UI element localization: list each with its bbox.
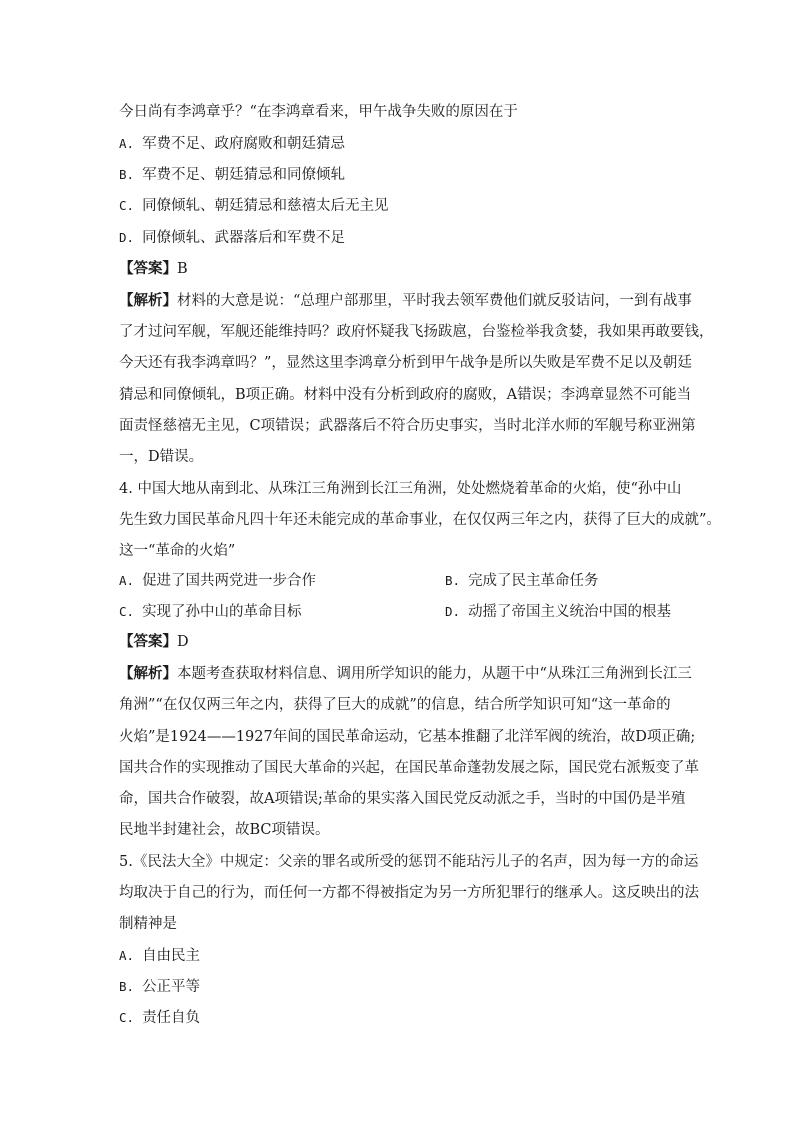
q3-option-a: A. 军费不足、政府腐败和朝廷猜忌 [119, 136, 346, 152]
q4-analysis-line: 火焰”是1924——1927年间的国民革命运动，它基本推翻了北洋军阀的统治，故D项正确; [119, 729, 696, 745]
q4-analysis-line: 角洲”“在仅仅两三年之内，获得了巨大的成就”的信息，结合所学知识可知“这一革命的 [119, 697, 671, 713]
q4-analysis-line: 民地半封建社会，故BC项错误。 [119, 822, 330, 838]
q3-stem: 今日尚有李鸿章乎？“在李鸿章看来，甲午战争失败的原因在于 [119, 104, 518, 120]
q4-option-b: B. 完成了民主革命任务 [445, 573, 599, 589]
q5-stem-line: 均取决于自己的行为，而任何一方都不得被指定为另一方所犯罪行的继承人。这反映出的法 [119, 885, 699, 901]
q3-answer: 【答案】B [119, 260, 188, 277]
q3-option-d: D. 同僚倾轧、武器落后和军费不足 [119, 230, 346, 246]
q4-stem-line: 先生致力国民革命凡四十年还未能完成的革命事业，在仅仅两三年之内，获得了巨大的成就”。 [119, 512, 721, 528]
q4-analysis-line: 【解析】本题考查获取材料信息、调用所学知识的能力，从题干中“从珠江三角洲到长江三 [119, 665, 692, 682]
q4-analysis-line: 国共合作的实现推动了国民大革命的兴起，在国民革命蓬勃发展之际，国民党右派叛变了革 [119, 760, 699, 776]
q3-analysis-line: 猜忌和同僚倾轧，B项正确。材料中没有分析到政府的腐败，A错误；李鸿章显然不可能当 [119, 387, 692, 403]
q4-option-c: C. 实现了孙中山的革命目标 [119, 604, 302, 620]
q5-stem-line: 制精神是 [119, 916, 177, 932]
q4-option-a: A. 促进了国共两党进一步合作 [119, 573, 317, 589]
q4-stem-line: 这一“革命的火焰” [119, 543, 236, 559]
q3-analysis-line: 一，D错误。 [119, 449, 204, 465]
q3-analysis-line: 【解析】材料的大意是说：“总理户部那里，平时我去领军费他们就反驳诘问，一到有战事 [119, 292, 692, 309]
q4-answer: 【答案】D [119, 633, 189, 650]
q3-option-b: B. 军费不足、朝廷猜忌和同僚倾轧 [119, 167, 346, 183]
q3-option-c: C. 同僚倾轧、朝廷猜忌和慈禧太后无主见 [119, 198, 389, 214]
q5-option-b: B. 公正平等 [119, 979, 201, 995]
q5-option-a: A. 自由民主 [119, 948, 201, 964]
q3-analysis-line: 今天还有我李鸿章吗？”，显然这里李鸿章分析到甲午战争是所以失败是军费不足以及朝廷 [119, 355, 692, 371]
q3-analysis-line: 了才过问军舰，军舰还能维持吗？政府怀疑我飞扬跋扈，台鉴检举我贪婪，我如果再敢要钱， [119, 324, 714, 340]
q4-stem-line: 4. 中国大地从南到北、从珠江三角洲到长江三角洲，处处燃烧着革命的火焰，使“孙中山 [119, 481, 682, 497]
q4-option-d: D. 动摇了帝国主义统治中国的根基 [445, 604, 672, 620]
q4-analysis-line: 命，国共合作破裂，故A项错误;革命的果实落入国民党反动派之手，当时的中国仍是半殖 [119, 791, 686, 807]
q5-stem-line: 5.《民法大全》中规定：父亲的罪名或所受的惩罚不能玷污儿子的名声，因为每一方的命运 [119, 854, 699, 870]
q5-option-c: C. 责任自负 [119, 1010, 201, 1026]
q3-analysis-line: 面责怪慈禧无主见，C项错误；武器落后不符合历史事实，当时北洋水师的军舰号称亚洲第 [119, 418, 696, 434]
